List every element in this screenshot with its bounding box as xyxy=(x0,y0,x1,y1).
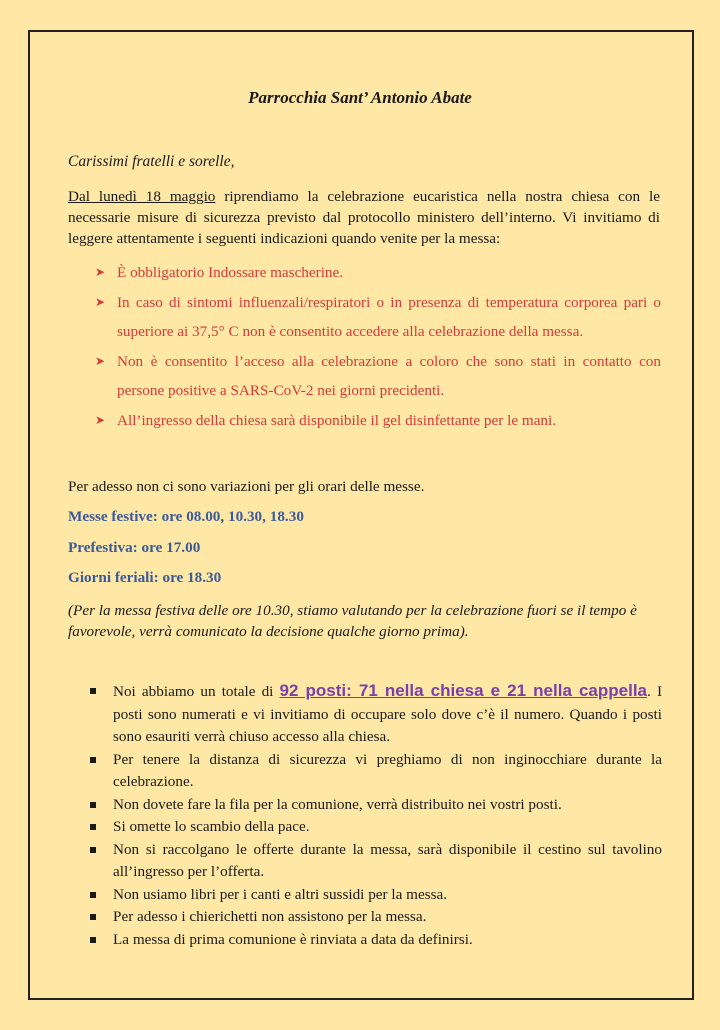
arrow-icon: ➤ xyxy=(95,353,106,368)
arrow-icon: ➤ xyxy=(95,265,106,279)
safety-rule: ➤ È obbligatorio Indossare mascherine. xyxy=(95,258,661,288)
square-bullet-icon xyxy=(90,847,96,853)
schedule-festive: Messe festive: ore 08.00, 10.30, 18.30 xyxy=(68,508,304,525)
greeting: Carissimi fratelli e sorelle, xyxy=(68,153,235,170)
safety-rules-list xyxy=(95,258,661,435)
square-bullet-icon xyxy=(90,802,96,808)
intro-text: riprendiamo la celebrazione eucaristica nella nostra chiesa con le necessarie misure di sicurezza previsto dal protocollo ministero dell’interno. Vi invitiamo di leggere attentamente i seguenti indicazioni quando venite per la messa: xyxy=(68,188,660,247)
bullet-item: Non usiamo libri per i canti e altri sussidi per la messa. xyxy=(90,884,662,907)
arrow-icon: ➤ xyxy=(95,294,106,309)
bullet-item: Si omette lo scambio della pace. xyxy=(90,816,662,839)
safety-rule: ➤ All’ingresso della chiesa sarà disponibile il gel disinfettante per le mani. xyxy=(95,406,661,436)
outdoor-note: (Per la messa festiva delle ore 10.30, stiamo valutando per la celebrazione fuori se il tempo è favorevole, verrà comunicato la decisione qualche giorno prima). xyxy=(68,602,637,640)
bullet-item: Non dovete fare la fila per la comunione, verrà distribuito nei vostri posti. xyxy=(90,794,662,817)
bullet-item: Per adesso i chierichetti non assistono per la messa. xyxy=(90,906,662,929)
schedule-feriali: Giorni feriali: ore 18.30 xyxy=(68,569,222,586)
safety-rule: ➤ Non è consentito l’acceso alla celebrazione a coloro che sono stati in contatto con persone positive a SARS-CoV-2 nei giorni precidenti. xyxy=(95,347,661,406)
intro-paragraph xyxy=(68,186,660,249)
page-title: Parrocchia Sant’ Antonio Abate xyxy=(248,88,472,107)
bullet-item: Per tenere la distanza di sicurezza vi preghiamo di non inginocchiare durante la celebrazione. xyxy=(90,749,662,794)
schedule-intro: Per adesso non ci sono variazioni per gli orari delle messe. xyxy=(68,478,425,495)
square-bullet-icon xyxy=(90,757,96,763)
safety-rule: ➤ In caso di sintomi influenzali/respiratori o in presenza di temperatura corporea pari o superiore ai 37,5° C non è consentito accedere alla celebrazione della messa. xyxy=(95,288,661,347)
bullet-item: La messa di prima comunione è rinviata a data da definirsi. xyxy=(90,929,662,952)
arrow-icon: ➤ xyxy=(95,412,106,427)
square-bullet-icon xyxy=(90,892,96,898)
square-bullet-icon xyxy=(90,937,96,943)
square-bullet-icon xyxy=(90,688,96,694)
seats-highlight: 92 posti: 71 nella chiesa e 21 nella cappella xyxy=(279,681,647,700)
schedule-prefestiva: Prefestiva: ore 17.00 xyxy=(68,539,201,556)
bullet-item: Non si raccolgano le offerte durante la messa, sarà disponibile il cestino sul tavolino all’ingresso per l’offerta. xyxy=(90,839,662,884)
square-bullet-icon xyxy=(90,824,96,830)
info-bullets xyxy=(90,680,662,951)
intro-date: Dal lunedì 18 maggio xyxy=(68,188,216,205)
bullet-item: Noi abbiamo un totale di 92 posti: 71 nella chiesa e 21 nella cappella. I posti sono numerati e vi invitiamo di occupare solo dove c’è il numero. Quando i posti sono esauriti verrà chiuso accesso alla chiesa. xyxy=(90,680,662,749)
square-bullet-icon xyxy=(90,914,96,920)
